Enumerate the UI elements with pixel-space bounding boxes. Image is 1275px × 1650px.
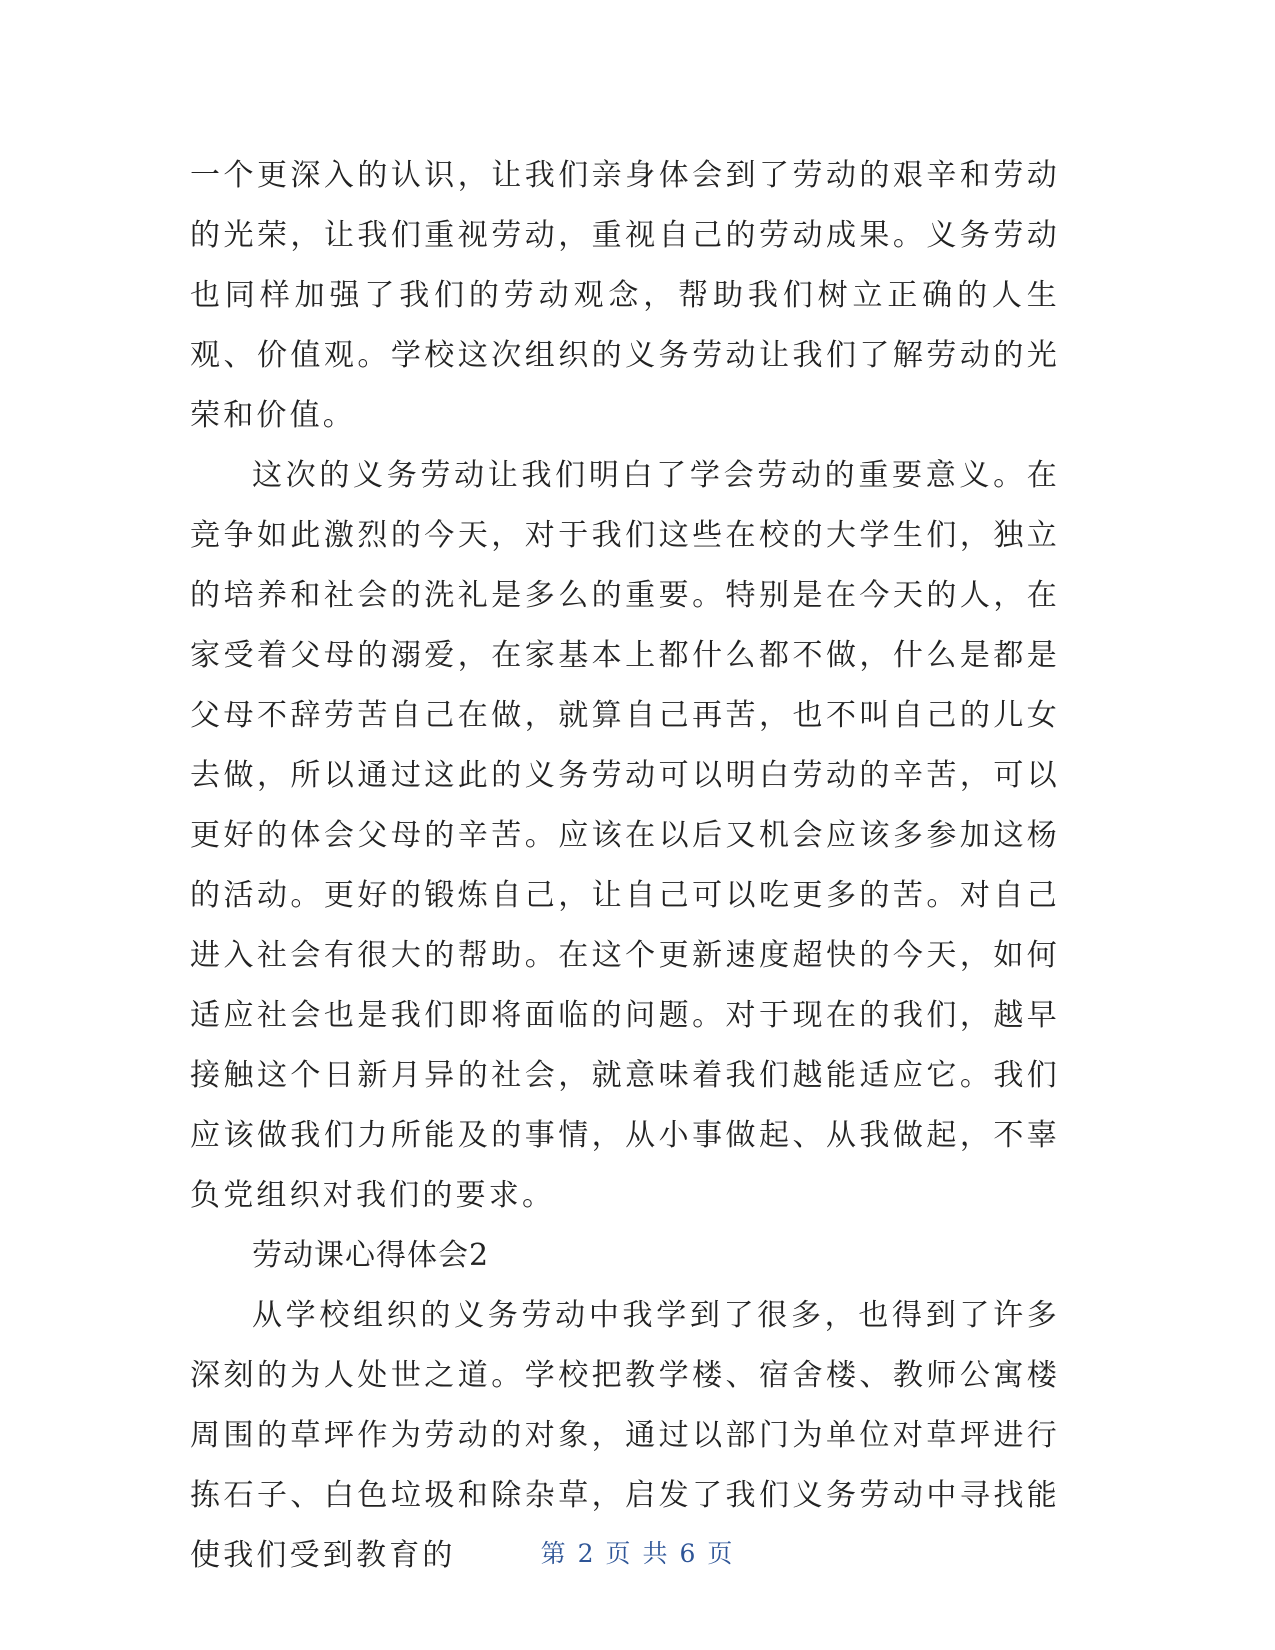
page-footer xyxy=(0,1536,1275,1572)
paragraph-continuation: 一个更深入的认识，让我们亲身体会到了劳动的艰辛和劳动的光荣，让我们重视劳动，重视自己的劳动成果。义务劳动也同样加强了我们的劳动观念，帮助我们树立正确的人生观、价值观。学校这次组织的义务劳动让我们了解劳动的光荣和价值。 xyxy=(190,158,1060,433)
document-body xyxy=(190,146,1060,1586)
paragraph-labor-significance: 这次的义务劳动让我们明白了学会劳动的重要意义。在竞争如此激烈的今天，对于我们这些在校的大学生们，独立的培养和社会的洗礼是多么的重要。特别是在今天的人，在家受着父母的溺爱，在家基本上都什么都不做，什么是都是父母不辞劳苦自己在做，就算自己再苦，也不叫自己的儿女去做，所以通过这此的义务劳动可以明白劳动的辛苦，可以更好的体会父母的辛苦。应该在以后又机会应该多参加这杨的活动。更好的锻炼自己，让自己可以吃更多的苦。对自己进入社会有很大的帮助。在这个更新速度超快的今天，如何适应社会也是我们即将面临的问题。对于现在的我们，越早接触这个日新月异的社会，就意味着我们越能适应它。我们应该做我们力所能及的事情，从小事做起、从我做起，不辜负党组织对我们的要求。 xyxy=(190,458,1060,1213)
footer-suffix: 页 xyxy=(707,1539,735,1568)
section-heading: 劳动课心得体会2 xyxy=(252,1238,490,1273)
footer-current-page: 2 xyxy=(577,1539,596,1568)
paragraph-school-labor: 从学校组织的义务劳动中我学到了很多，也得到了许多深刻的为人处世之道。学校把教学楼、宿舍楼、教师公寓楼周围的草坪作为劳动的对象，通过以部门为单位对草坪进行拣石子、白色垃圾和除杂草，启发了我们义务劳动中寻找能使我们受到教育的 xyxy=(190,1298,1060,1573)
footer-middle: 页 共 xyxy=(605,1539,670,1568)
footer-total-pages: 6 xyxy=(679,1539,698,1568)
footer-prefix: 第 xyxy=(540,1539,568,1568)
